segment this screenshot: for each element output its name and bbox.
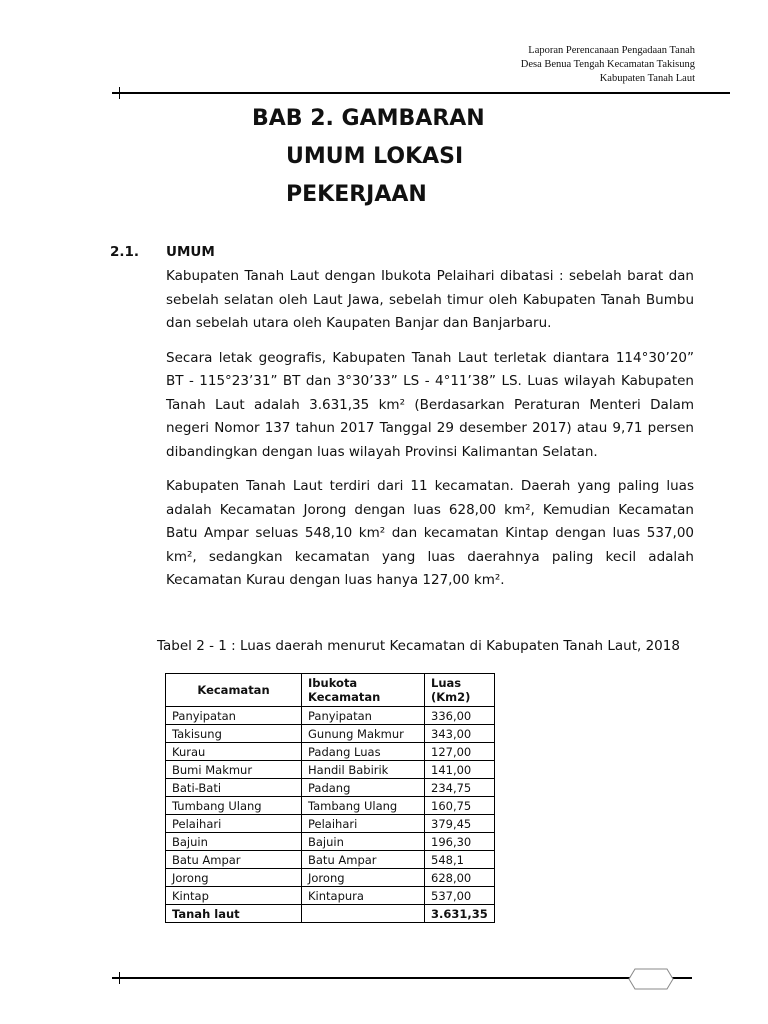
- footer-rule: [112, 977, 692, 979]
- total-label: Tanah laut: [166, 905, 302, 923]
- cell-ibukota: Gunung Makmur: [302, 725, 425, 743]
- paragraph-3: Kabupaten Tanah Laut terdiri dari 11 kecamatan. Daerah yang paling luas adalah Kecamatan Jorong dengan luas 628,00 km², Kemudian Kecamatan Batu Ampar seluas 548,10 km² dan kecamatan Kintap dengan luas 537,00 km², sedangkan kecamatan yang luas daerahnya paling kecil adalah Kecamatan Kurau dengan luas hanya 127,00 km².: [166, 478, 694, 588]
- header-rule: [112, 92, 730, 94]
- header-rule-tick: [119, 87, 120, 99]
- table-row: [166, 707, 495, 725]
- cell-ibukota: Panyipatan: [302, 707, 425, 725]
- cell-kecamatan: Bumi Makmur: [166, 761, 302, 779]
- header-ibukota: Ibukota Kecamatan: [302, 674, 425, 707]
- section-title: UMUM: [166, 244, 215, 260]
- table-row: [166, 797, 495, 815]
- cell-kecamatan: Jorong: [166, 869, 302, 887]
- cell-kecamatan: Pelaihari: [166, 815, 302, 833]
- footer-rule-tick: [119, 972, 120, 984]
- header-kecamatan: Kecamatan: [166, 674, 302, 707]
- cell-ibukota: Padang: [302, 779, 425, 797]
- cell-kecamatan: Kurau: [166, 743, 302, 761]
- cell-luas: 234,75: [425, 779, 495, 797]
- chapter-title: [252, 100, 552, 214]
- section-heading: [110, 244, 215, 260]
- cell-ibukota: Handil Babirik: [302, 761, 425, 779]
- table-row: [166, 725, 495, 743]
- table-body: [166, 707, 495, 923]
- table-row: [166, 851, 495, 869]
- cell-kecamatan: Tumbang Ulang: [166, 797, 302, 815]
- table-row: [166, 743, 495, 761]
- cell-kecamatan: Bajuin: [166, 833, 302, 851]
- cell-ibukota: Kintapura: [302, 887, 425, 905]
- table-total-row: [166, 905, 495, 923]
- cell-luas: 127,00: [425, 743, 495, 761]
- header-line-1: Laporan Perencanaan Pengadaan Tanah: [528, 45, 695, 56]
- section-number: 2.1.: [110, 244, 140, 260]
- table-row: [166, 761, 495, 779]
- table-row: [166, 887, 495, 905]
- total-value: 3.631,35: [425, 905, 495, 923]
- table-header-row: [166, 674, 495, 707]
- total-empty-cell: [302, 905, 425, 923]
- cell-ibukota: Bajuin: [302, 833, 425, 851]
- cell-luas: 537,00: [425, 887, 495, 905]
- header-line-3: Kabupaten Tanah Laut: [599, 73, 695, 84]
- header-luas: Luas (Km2): [425, 674, 495, 707]
- cell-kecamatan: Takisung: [166, 725, 302, 743]
- cell-luas: 379,45: [425, 815, 495, 833]
- body-text: [166, 265, 694, 604]
- chapter-title-line-2: UMUM LOKASI: [286, 144, 464, 169]
- cell-kecamatan: Batu Ampar: [166, 851, 302, 869]
- header-line-2: Desa Benua Tengah Kecamatan Takisung: [520, 59, 695, 70]
- cell-luas: 141,00: [425, 761, 495, 779]
- cell-luas: 196,30: [425, 833, 495, 851]
- cell-ibukota: Pelaihari: [302, 815, 425, 833]
- cell-ibukota: Tambang Ulang: [302, 797, 425, 815]
- area-table: [165, 673, 495, 923]
- chapter-title-line-3: PEKERJAAN: [286, 182, 427, 207]
- cell-luas: 336,00: [425, 707, 495, 725]
- cell-ibukota: Padang Luas: [302, 743, 425, 761]
- cell-luas: 548,1: [425, 851, 495, 869]
- paragraph-2: Secara letak geografis, Kabupaten Tanah Laut terletak diantara 114°30’20” BT - 115°23’31” BT dan 3°30’33” LS - 4°11’38” LS. Luas wilayah Kabupaten Tanah Laut adalah 3.631,35 km² (Berdasarkan Peraturan Menteri Dalam negeri Nomor 137 tahun 2017 Tanggal 29 desember 2017) atau 9,71 persen dibandingkan dengan luas wilayah Provinsi Kalimantan Selatan.: [166, 349, 694, 460]
- running-header: [521, 44, 695, 86]
- page-number-badge: [628, 968, 674, 990]
- cell-kecamatan: Bati-Bati: [166, 779, 302, 797]
- table-row: [166, 869, 495, 887]
- cell-ibukota: Batu Ampar: [302, 851, 425, 869]
- cell-ibukota: Jorong: [302, 869, 425, 887]
- paragraph-1: Kabupaten Tanah Laut dengan Ibukota Pelaihari dibatasi : sebelah barat dan sebelah selatan oleh Laut Jawa, sebelah timur oleh Kabupaten Tanah Bumbu dan sebelah utara oleh Kaupaten Banjar dan Banjarbaru.: [166, 268, 694, 331]
- table-caption: Tabel 2 - 1 : Luas daerah menurut Kecamatan di Kabupaten Tanah Laut, 2018: [157, 638, 680, 654]
- table-row: [166, 815, 495, 833]
- cell-kecamatan: Kintap: [166, 887, 302, 905]
- cell-luas: 628,00: [425, 869, 495, 887]
- cell-kecamatan: Panyipatan: [166, 707, 302, 725]
- cell-luas: 343,00: [425, 725, 495, 743]
- table-row: [166, 779, 495, 797]
- table-row: [166, 833, 495, 851]
- cell-luas: 160,75: [425, 797, 495, 815]
- chapter-title-line-1: BAB 2. GAMBARAN: [252, 106, 485, 131]
